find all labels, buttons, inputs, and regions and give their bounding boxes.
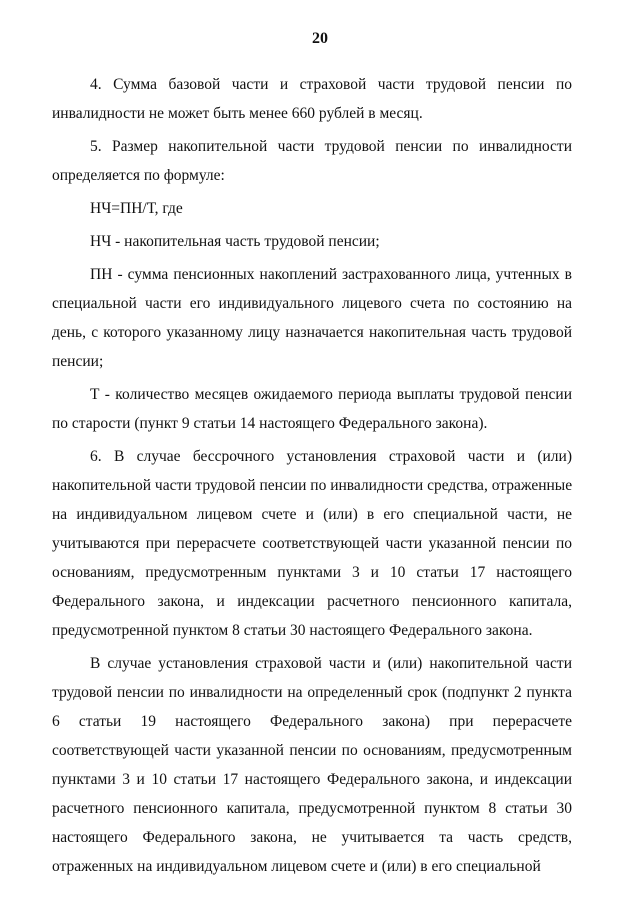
paragraph (52, 70, 572, 128)
text-line: настоящего Федерального закона, не учитывается та часть средств, (52, 829, 572, 846)
text-line: инвалидности не может быть менее 660 рублей в месяц. (52, 105, 423, 122)
text-line: предусмотренной пунктом 8 статьи 30 настоящего Федерального закона. (52, 622, 533, 639)
text-line: Федерального закона, и индексации расчетного пенсионного капитала, (52, 593, 572, 610)
paragraph (52, 380, 572, 438)
text-line: НЧ=ПН/Т, где (90, 200, 183, 217)
text-line: накопительной части трудовой пенсии по инвалидности средства, отраженные (52, 477, 573, 494)
text-line: определяется по формуле: (52, 167, 225, 184)
paragraph (52, 227, 572, 256)
text-line: трудовой пенсии по инвалидности на определенный срок (подпункт 2 пункта (52, 684, 572, 701)
text-line: день, с которого указанному лицу назначается накопительная часть трудовой (52, 324, 572, 341)
text-line: по старости (пункт 9 статьи 14 настоящего Федерального закона). (52, 415, 488, 432)
page-number: 20 (312, 30, 328, 47)
paragraph (52, 194, 572, 223)
text-line: 5. Размер накопительной части трудовой пенсии по инвалидности (90, 138, 572, 155)
text-line: специальной части его индивидуального лицевого счета по состоянию на (52, 295, 572, 312)
paragraph (52, 649, 572, 881)
text-line: 6 статьи 19 настоящего Федерального закона) при перерасчете (52, 713, 572, 730)
paragraph (52, 132, 572, 190)
text-line: Т - количество месяцев ожидаемого периода выплаты трудовой пенсии (90, 386, 572, 403)
paragraph (52, 442, 572, 645)
text-line: НЧ - накопительная часть трудовой пенсии; (90, 233, 380, 250)
text-line: пунктами 3 и 10 статьи 17 настоящего Федерального закона, и индексации (52, 771, 572, 788)
text-line: отраженных на индивидуальном лицевом счете и (или) в его специальной (52, 858, 541, 875)
text-line: расчетного пенсионного капитала, предусмотренной пунктом 8 статьи 30 (52, 800, 572, 817)
text-line: В случае установления страховой части и (или) накопительной части (90, 655, 572, 672)
text-line: соответствующей части указанной пенсии по основаниям, предусмотренным (52, 742, 572, 759)
text-line: учитываются при перерасчете соответствующей части указанной пенсии по (52, 535, 572, 552)
text-line: на индивидуальном лицевом счете и (или) в его специальной части, не (52, 506, 572, 523)
document-body (52, 70, 572, 885)
text-line: пенсии; (52, 353, 104, 370)
text-line: ПН - сумма пенсионных накоплений застрахованного лица, учтенных в (90, 266, 572, 283)
paragraph (52, 260, 572, 376)
text-line: 4. Сумма базовой части и страховой части трудовой пенсии по (90, 76, 572, 93)
text-line: основаниям, предусмотренным пунктами 3 и 10 статьи 17 настоящего (52, 564, 572, 581)
text-line: 6. В случае бессрочного установления страховой части и (или) (90, 448, 572, 465)
